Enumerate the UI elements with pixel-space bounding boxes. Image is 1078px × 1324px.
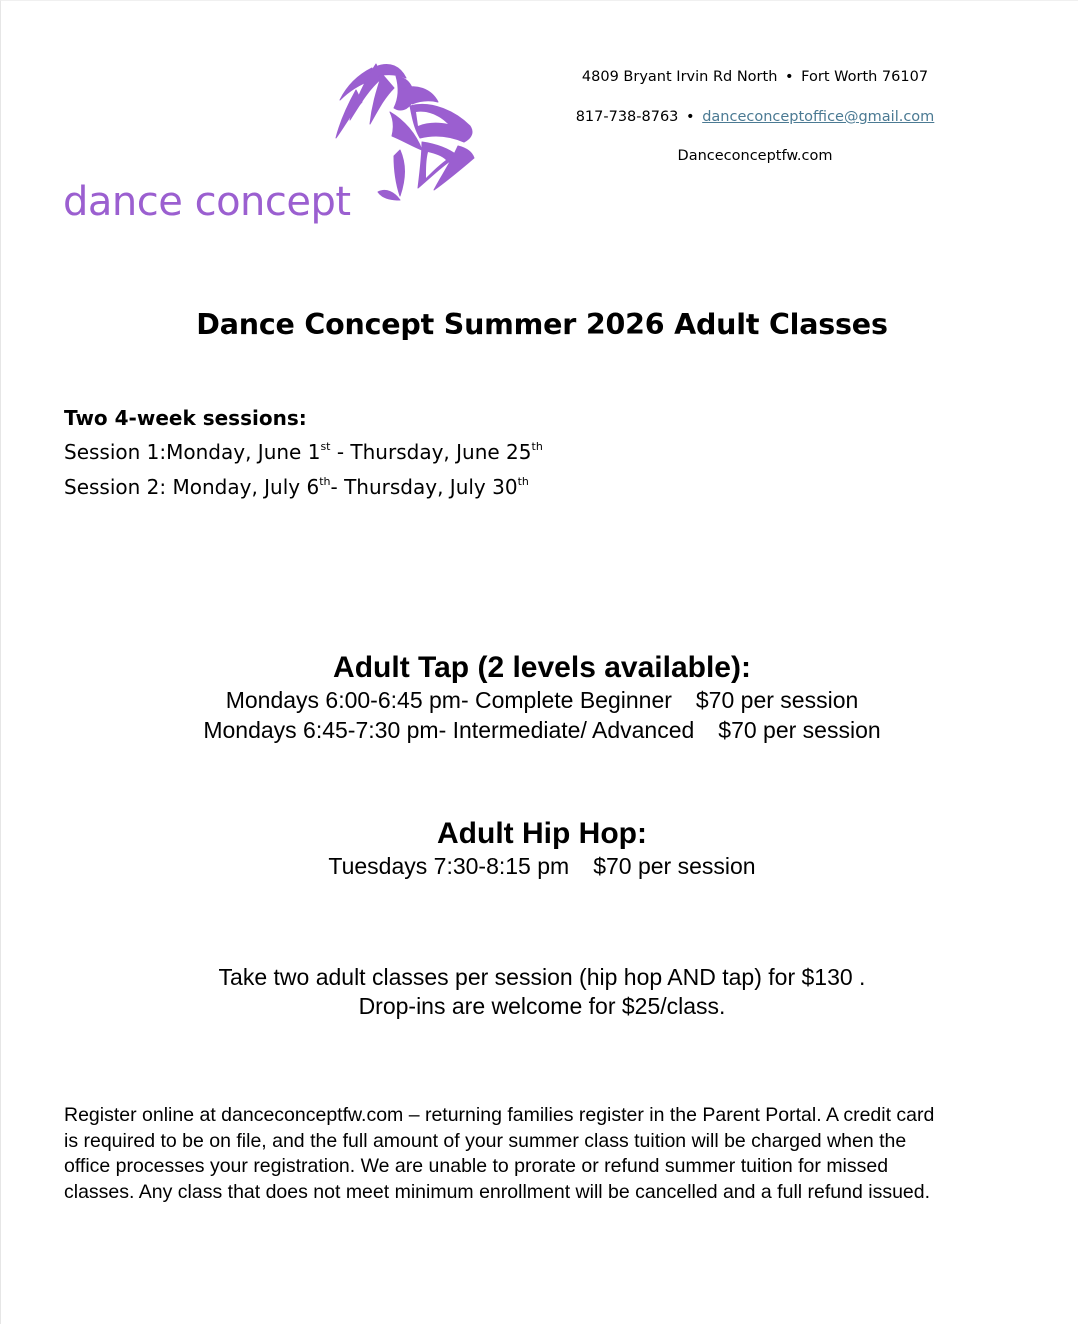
class-time: Mondays 6:00-6:45 pm- Complete Beginner <box>225 687 672 713</box>
ordinal-suffix: th <box>319 475 331 488</box>
page-title: Dance Concept Summer 2026 Adult Classes <box>196 308 888 341</box>
phone-email-line <box>545 110 965 125</box>
ordinal-suffix: st <box>320 440 331 453</box>
session-2 <box>64 475 543 499</box>
fine-print-line: is required to be on file, and the full amount of your summer class tuition will be charged when the <box>64 1129 907 1152</box>
address-line <box>545 70 965 85</box>
combo-line: Take two adult classes per session (hip hop AND tap) for $130 . <box>218 964 866 990</box>
tap-heading: Adult Tap (2 levels available): <box>333 651 751 684</box>
session-2-start: Session 2: Monday, July 6 <box>64 475 320 499</box>
session-1 <box>64 440 543 464</box>
class-time: Mondays 6:45-7:30 pm- Intermediate/ Advanced <box>203 717 695 743</box>
fine-print-line: Register online at danceconceptfw.com – returning families register in the Parent Portal. A credit card <box>64 1104 935 1126</box>
adult-tap-section <box>0 651 1078 745</box>
sessions-section <box>64 406 543 510</box>
ordinal-suffix: th <box>517 475 529 488</box>
ordinal-suffix: th <box>531 440 543 453</box>
email-link[interactable]: danceconceptoffice@gmail.com <box>702 109 935 125</box>
tap-class-row <box>0 685 1078 715</box>
registration-fine-print <box>64 1103 1022 1205</box>
street-address: 4809 Bryant Irvin Rd North <box>581 69 778 85</box>
bullet-separator: • <box>785 69 794 85</box>
bullet-separator: • <box>686 109 695 125</box>
combo-offer <box>0 963 1078 1021</box>
sessions-heading: Two 4-week sessions: <box>64 406 307 430</box>
phone-number: 817-738-8763 <box>575 109 679 125</box>
hiphop-class-row <box>0 851 1078 881</box>
class-time: Tuesdays 7:30-8:15 pm <box>328 853 570 879</box>
session-1-end: - Thursday, June 25 <box>330 440 532 464</box>
fine-print-line: classes. Any class that does not meet minimum enrollment will be cancelled and a full refund issued. <box>64 1180 931 1203</box>
hiphop-heading: Adult Hip Hop: <box>437 817 647 850</box>
dance-concept-logo <box>60 60 480 225</box>
class-price: $70 per session <box>695 687 859 713</box>
session-2-end: - Thursday, July 30 <box>330 475 518 499</box>
session-1-start: Session 1:Monday, June 1 <box>64 440 321 464</box>
tap-class-row <box>0 715 1078 745</box>
website: Danceconceptfw.com <box>677 148 833 164</box>
fine-print-line: office processes your registration. We are unable to prorate or refund summer tuition for missed <box>64 1155 889 1178</box>
class-price: $70 per session <box>718 717 881 743</box>
logo-wordmark: dance concept <box>63 179 351 225</box>
class-price: $70 per session <box>593 853 756 879</box>
adult-hiphop-section <box>0 817 1078 881</box>
dropin-line: Drop-ins are welcome for $25/class. <box>358 993 726 1019</box>
city-zip: Fort Worth 76107 <box>801 69 929 85</box>
